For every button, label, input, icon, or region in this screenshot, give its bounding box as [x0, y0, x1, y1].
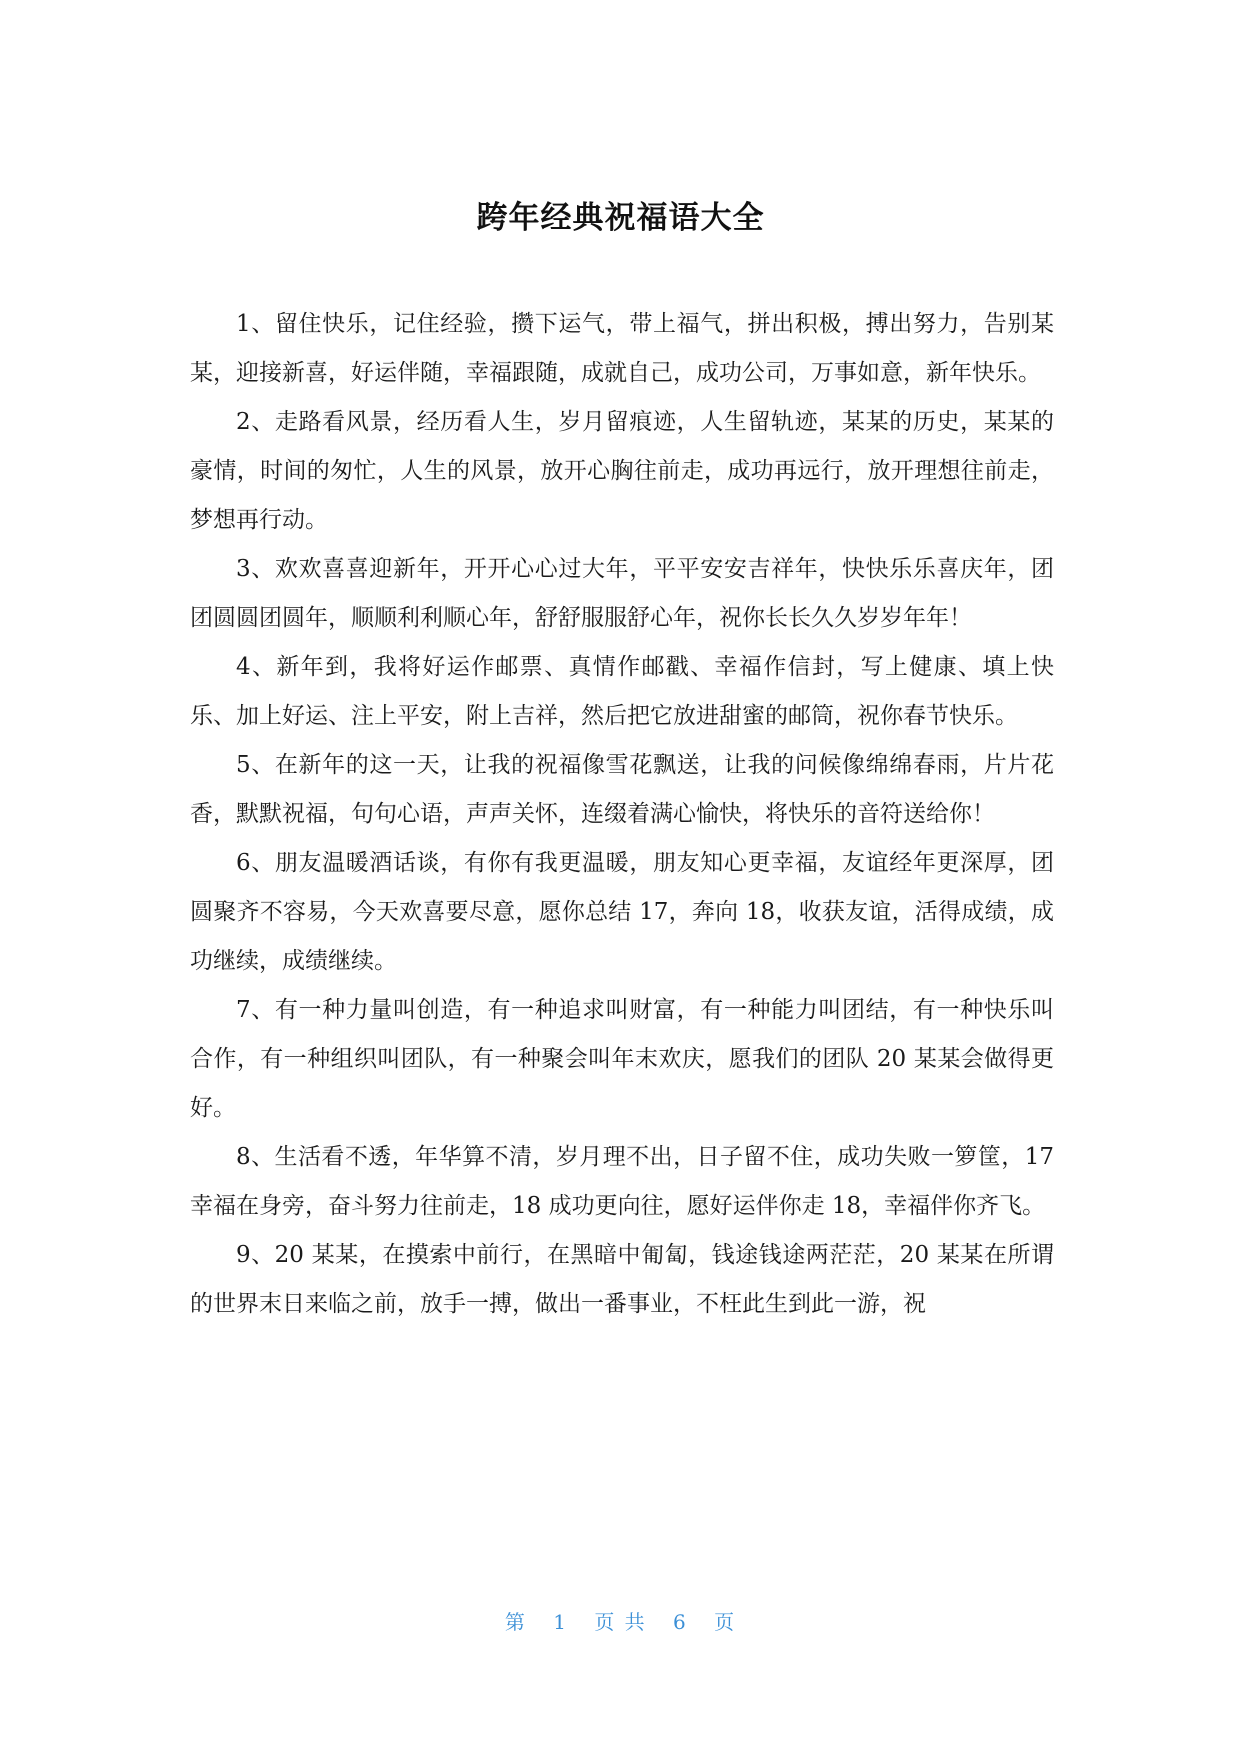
paragraph-6: 6、朋友温暖酒话谈，有你有我更温暖，朋友知心更幸福，友谊经年更深厚，团圆聚齐不容易，今天欢喜要尽意，愿你总结 17，奔向 18，收获友谊，活得成绩，成功继续，成绩继续。	[190, 850, 1054, 974]
paragraph-4: 4、新年到，我将好运作邮票、真情作邮戳、幸福作信封，写上健康、填上快乐、加上好运、注上平安，附上吉祥，然后把它放进甜蜜的邮筒，祝你春节快乐。	[190, 654, 1054, 729]
paragraph-5: 5、在新年的这一天，让我的祝福像雪花飘送，让我的问候像绵绵春雨，片片花香，默默祝福，句句心语，声声关怀，连缀着满心愉快，将快乐的音符送给你！	[190, 752, 1054, 827]
footer-middle: 页 共	[594, 1610, 647, 1634]
paragraph-3: 3、欢欢喜喜迎新年，开开心心过大年，平平安安吉祥年，快快乐乐喜庆年，团团圆圆团圆年，顺顺利利顺心年，舒舒服服舒心年，祝你长长久久岁岁年年！	[190, 556, 1054, 631]
paragraph-1: 1、留住快乐，记住经验，攒下运气，带上福气，拼出积极，搏出努力，告别某某，迎接新喜，好运伴随，幸福跟随，成就自己，成功公司，万事如意，新年快乐。	[190, 311, 1054, 386]
footer-suffix: 页	[714, 1610, 737, 1634]
footer-current-page: 1	[553, 1610, 568, 1634]
footer-total-pages: 6	[673, 1610, 688, 1634]
paragraph-8: 8、生活看不透，年华算不清，岁月理不出，日子留不住，成功失败一箩筐，17 幸福在身旁，奋斗努力往前走，18 成功更向往，愿好运伴你走 18，幸福伴你齐飞。	[190, 1144, 1054, 1219]
document-body	[190, 300, 1054, 1329]
paragraph-7: 7、有一种力量叫创造，有一种追求叫财富，有一种能力叫团结，有一种快乐叫合作，有一种组织叫团队，有一种聚会叫年末欢庆，愿我们的团队 20 某某会做得更好。	[190, 997, 1054, 1121]
footer-prefix: 第	[504, 1610, 527, 1634]
page-footer	[0, 1606, 1241, 1635]
paragraph-2: 2、走路看风景，经历看人生，岁月留痕迹，人生留轨迹，某某的历史，某某的豪情，时间的匆忙，人生的风景，放开心胸往前走，成功再远行，放开理想往前走，梦想再行动。	[190, 409, 1054, 533]
paragraph-9: 9、20 某某，在摸索中前行，在黑暗中匍匐，钱途钱途两茫茫，20 某某在所谓的世界末日来临之前，放手一搏，做出一番事业，不枉此生到此一游，祝	[190, 1242, 1054, 1317]
document-title: 跨年经典祝福语大全	[476, 200, 765, 236]
